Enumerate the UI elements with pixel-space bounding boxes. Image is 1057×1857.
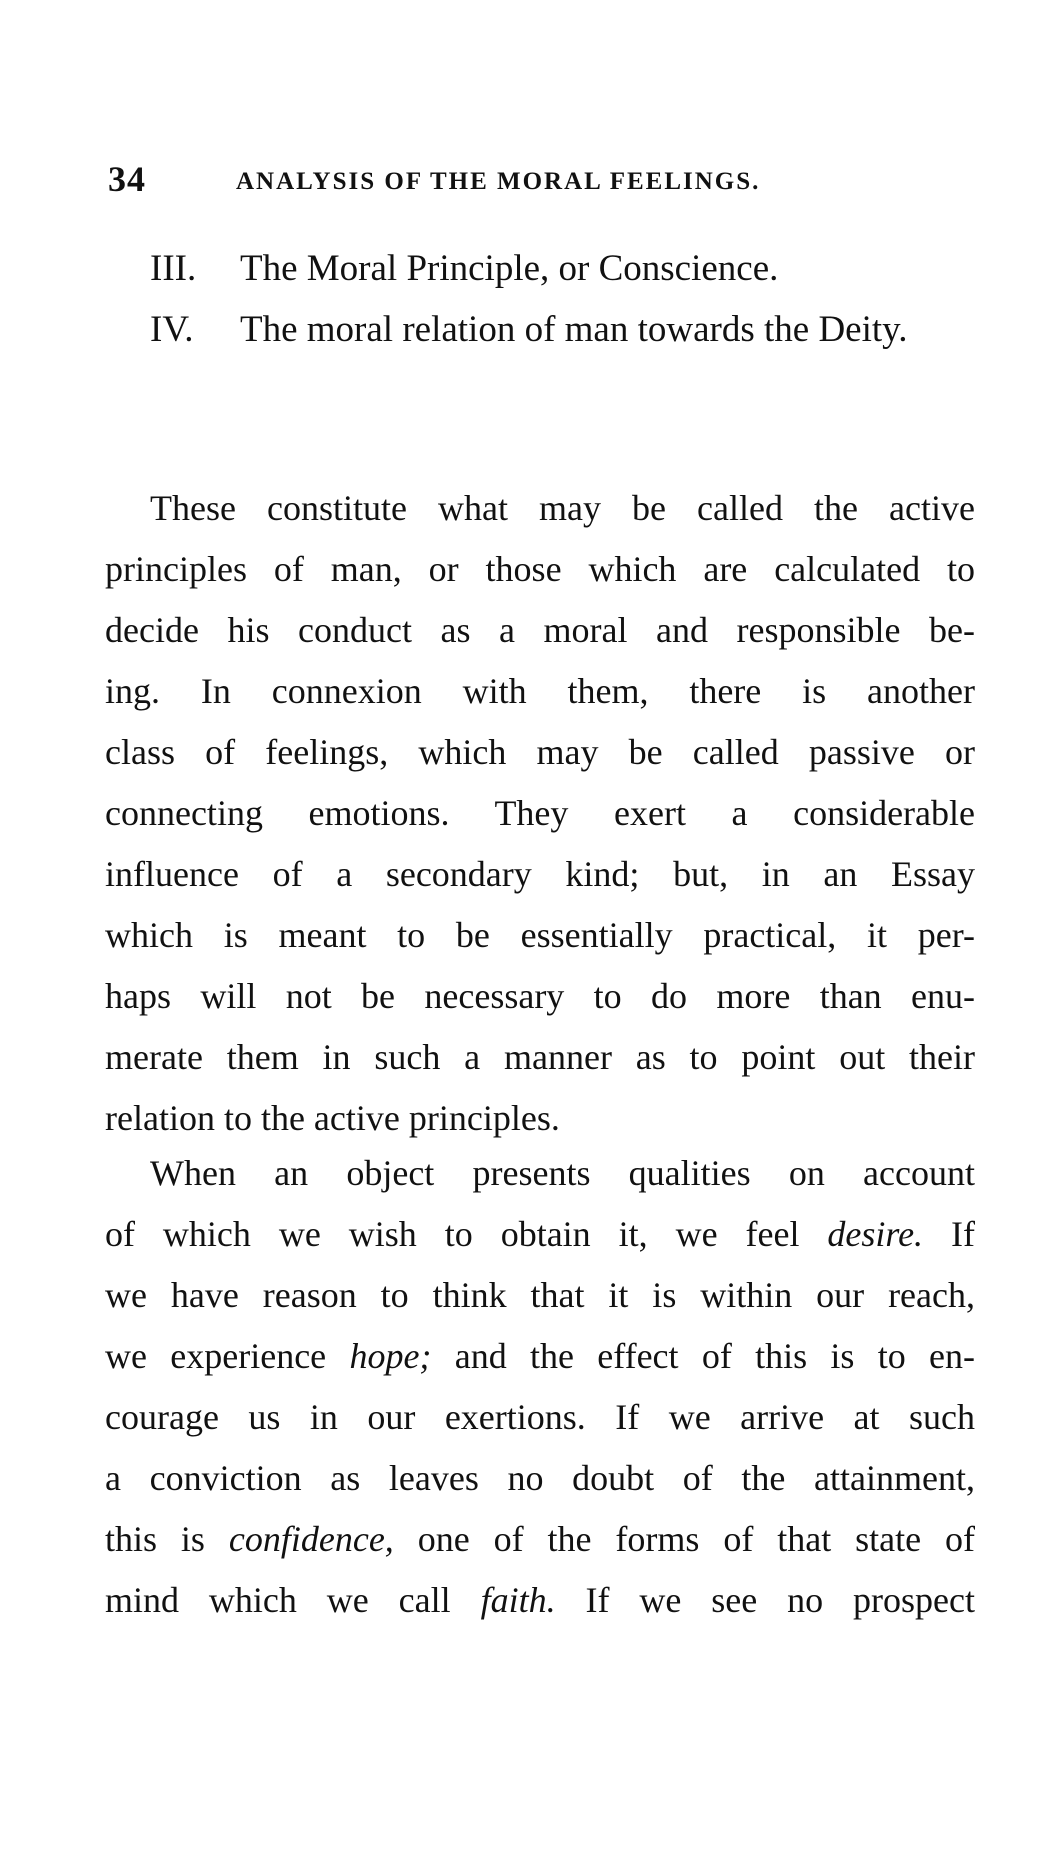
list-numeral: III. [150, 248, 197, 289]
running-head: ANALYSIS OF THE MORAL FEELINGS. [236, 168, 761, 195]
italic-term-faith: faith. [480, 1580, 556, 1620]
text-line [105, 1326, 975, 1387]
text-line: influence of a secondary kind; but, in an Essay [105, 854, 975, 894]
text-line: relation to the active principles. [105, 1098, 560, 1138]
text-line: a conviction as leaves no doubt of the attainment, [105, 1458, 975, 1498]
text-line: merate them in such a manner as to point out their [105, 1037, 975, 1077]
list-item [150, 238, 975, 299]
list-item [150, 299, 975, 360]
text-line: When an object presents qualities on account [150, 1153, 975, 1193]
text-segment: and the effect of this is to en- [431, 1336, 975, 1376]
text-segment: mind which we call [105, 1580, 481, 1620]
italic-term-hope: hope; [349, 1336, 432, 1376]
text-segment: If we see no prospect [555, 1580, 975, 1620]
page-number: 34 [108, 159, 146, 199]
text-line [105, 1570, 975, 1631]
text-line: we have reason to think that it is within our reach, [105, 1275, 975, 1315]
page-header [108, 158, 928, 202]
text-line: courage us in our exertions. If we arrive at such [105, 1397, 975, 1437]
text-segment: one of the forms of that state of [393, 1519, 975, 1559]
list-numeral: IV. [150, 309, 194, 350]
numbered-list [150, 238, 975, 360]
text-line: which is meant to be essentially practical, it per- [105, 915, 975, 955]
list-item-text: The moral relation of man towards the Deity. [240, 309, 908, 350]
italic-term-desire: desire. [827, 1214, 924, 1254]
paragraph-desire-hope [105, 1143, 975, 1631]
text-line: ing. In connexion with them, there is another [105, 671, 975, 711]
text-segment: of which we wish to obtain it, we feel [105, 1214, 828, 1254]
text-line [105, 1509, 975, 1570]
text-segment: we experience [105, 1336, 350, 1376]
text-line: These constitute what may be called the active [150, 488, 975, 528]
text-segment: this is [105, 1519, 229, 1559]
paragraph-active-principles [105, 478, 975, 1149]
text-line: connecting emotions. They exert a considerable [105, 793, 975, 833]
text-line: haps will not be necessary to do more than enu- [105, 976, 975, 1016]
text-line: principles of man, or those which are calculated to [105, 549, 975, 589]
text-segment: If [923, 1214, 975, 1254]
text-line: class of feelings, which may be called passive or [105, 732, 975, 772]
text-line [105, 1204, 975, 1265]
list-item-text: The Moral Principle, or Conscience. [240, 248, 779, 289]
text-line: decide his conduct as a moral and responsible be- [105, 610, 975, 650]
italic-term-confidence: confidence, [228, 1519, 394, 1559]
